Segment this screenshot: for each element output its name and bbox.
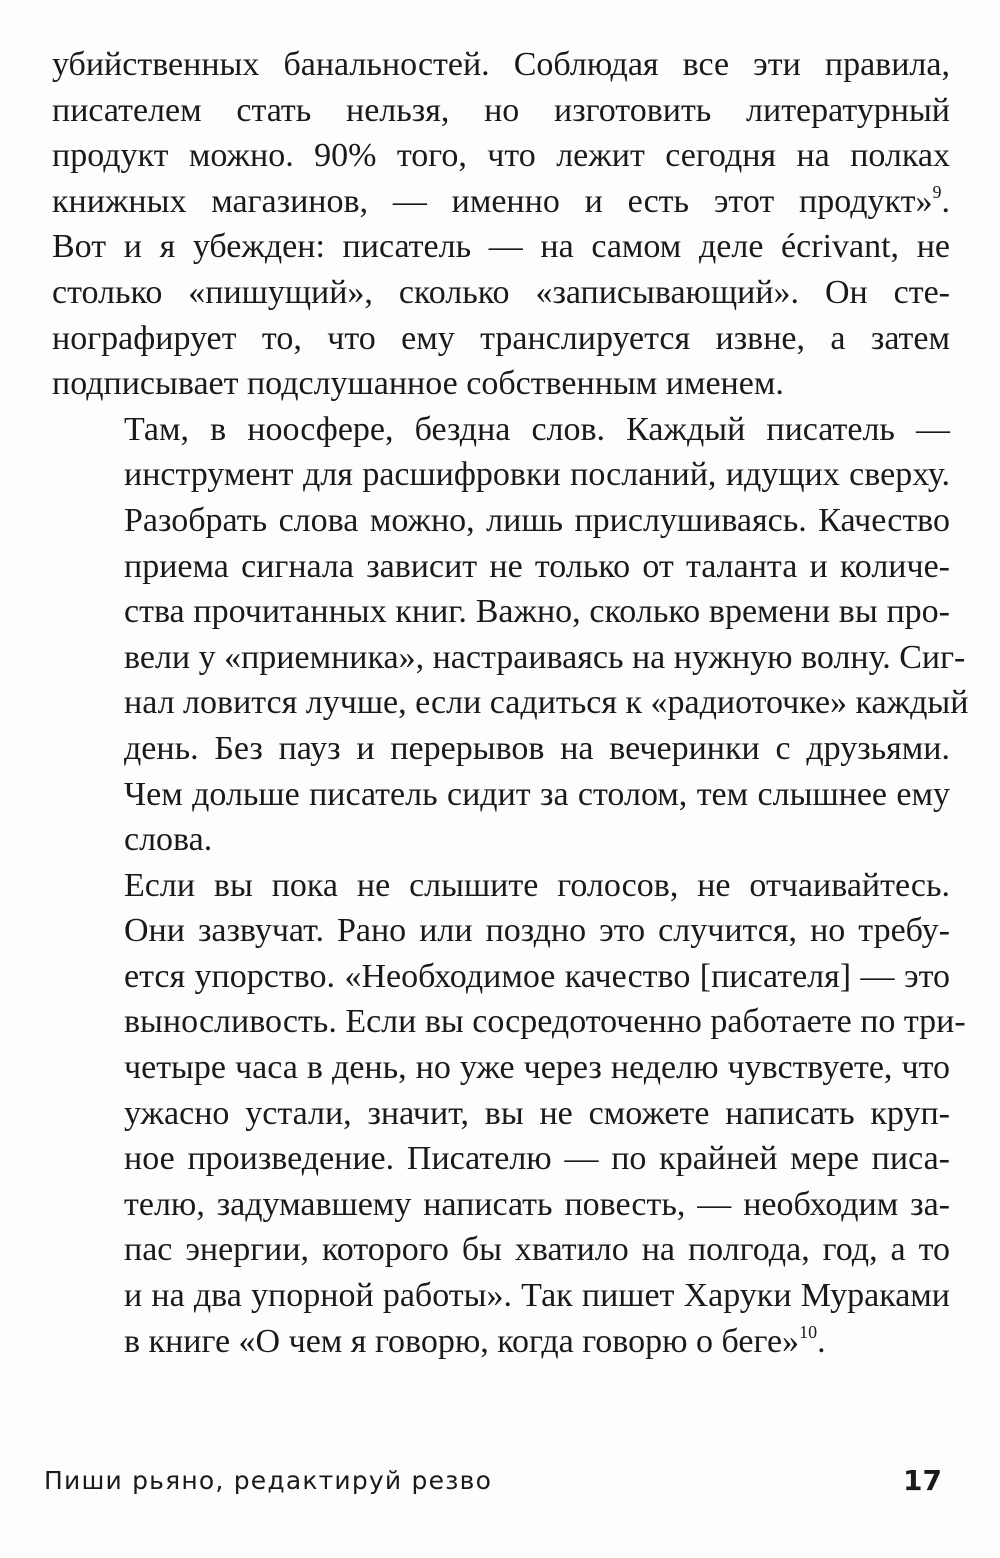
paragraph — [52, 42, 950, 407]
text-line — [52, 133, 950, 179]
text-line — [52, 908, 950, 954]
text-line — [52, 88, 950, 134]
footnote-marker: 10 — [799, 1321, 818, 1342]
text-line — [52, 407, 950, 453]
text-line — [52, 1273, 950, 1319]
line-text: продукт можно. 90% того, что лежит сегодня на полках — [52, 137, 950, 175]
line-text: Чем дольше писатель сидит за столом, тем слышнее ему — [124, 775, 950, 813]
running-title: Пиши рьяно, редактируй резво — [44, 1466, 493, 1495]
line-text: и на два упорной работы». Так пишет Харуки Мураками — [124, 1277, 950, 1315]
line-text: нографирует то, что ему транслируется извне, а затем — [52, 319, 950, 357]
line-text: Если вы пока не слышите голосов, не отчаивайтесь. — [124, 866, 950, 904]
line-text: убийственных банальностей. Соблюдая все эти правила, — [52, 46, 950, 83]
text-line — [52, 817, 950, 863]
text-line — [52, 179, 950, 225]
line-text: столько «пишущий», сколько «записывающий». Он сте- — [52, 273, 950, 311]
text-line — [52, 452, 950, 498]
line-text: четыре часа в день, но уже через неделю чувствуете, что — [124, 1049, 950, 1087]
footnote-period: . — [941, 182, 950, 220]
paragraph — [52, 407, 969, 863]
text-line — [52, 1227, 950, 1273]
text-line — [52, 772, 950, 818]
line-text: Вот и я убежден: писатель — на самом деле écrivant, не — [52, 228, 950, 266]
line-text: в книге «О чем я говорю, когда говорю о беге» — [124, 1322, 800, 1360]
line-text: ное произведение. Писателю — по крайней мере писа- — [124, 1140, 950, 1178]
line-text: пас энергии, которого бы хватило на полгода, год, а то — [124, 1231, 950, 1269]
line-text: нал ловится лучше, если садиться к «радиоточке» каждый — [124, 684, 969, 722]
text-line — [52, 1091, 950, 1137]
page-footer — [44, 1462, 942, 1502]
text-line — [52, 1319, 950, 1365]
footnote-period: . — [817, 1322, 826, 1360]
text-line — [52, 635, 966, 681]
text-line — [52, 1045, 950, 1091]
body-text — [52, 42, 969, 1364]
text-line — [52, 589, 950, 635]
line-text: ства прочитанных книг. Важно, сколько времени вы про- — [124, 593, 950, 631]
text-line — [52, 680, 969, 726]
line-text: день. Без пауз и перерывов на вечеринки с друзьями. — [124, 729, 950, 767]
footnote-marker: 9 — [932, 181, 942, 202]
text-line — [52, 270, 950, 316]
text-line — [52, 544, 950, 590]
text-line — [52, 954, 950, 1000]
paragraph — [52, 863, 966, 1365]
line-text: подписывает подслушанное собственным именем. — [52, 365, 784, 403]
text-line — [52, 361, 950, 407]
line-text: ется упорство. «Необходимое качество [писателя] — это — [124, 957, 950, 995]
line-text: Они зазвучат. Рано или поздно это случится, но требу- — [124, 912, 950, 950]
text-line — [52, 726, 950, 772]
text-line — [52, 42, 950, 88]
line-text: приема сигнала зависит не только от таланта и количе- — [124, 547, 950, 585]
line-text: писателем стать нельзя, но изготовить литературный — [52, 91, 950, 129]
text-line — [52, 498, 950, 544]
text-line — [52, 863, 950, 909]
page-number: 17 — [903, 1464, 942, 1497]
text-line — [52, 224, 950, 270]
text-line — [52, 1182, 950, 1228]
line-text: телю, задумавшему написать повесть, — необходим за- — [124, 1185, 950, 1223]
line-text: ужасно устали, значит, вы не сможете написать круп- — [124, 1094, 950, 1132]
line-text: слова. — [124, 821, 213, 859]
line-text: Там, в ноосфере, бездна слов. Каждый писатель — — [124, 410, 950, 448]
line-text: выносливость. Если вы сосредоточенно работаете по три- — [124, 1003, 966, 1041]
text-line — [52, 316, 950, 362]
text-line — [52, 999, 966, 1045]
text-line — [52, 1136, 950, 1182]
line-text: книжных магазинов, — именно и есть этот продукт» — [52, 182, 933, 220]
line-text: вели у «приемника», настраиваясь на нужную волну. Сиг- — [124, 638, 966, 676]
line-text: Разобрать слова можно, лишь прислушиваясь. Качество — [124, 501, 950, 539]
line-text: инструмент для расшифровки посланий, идущих сверху. — [124, 456, 950, 494]
